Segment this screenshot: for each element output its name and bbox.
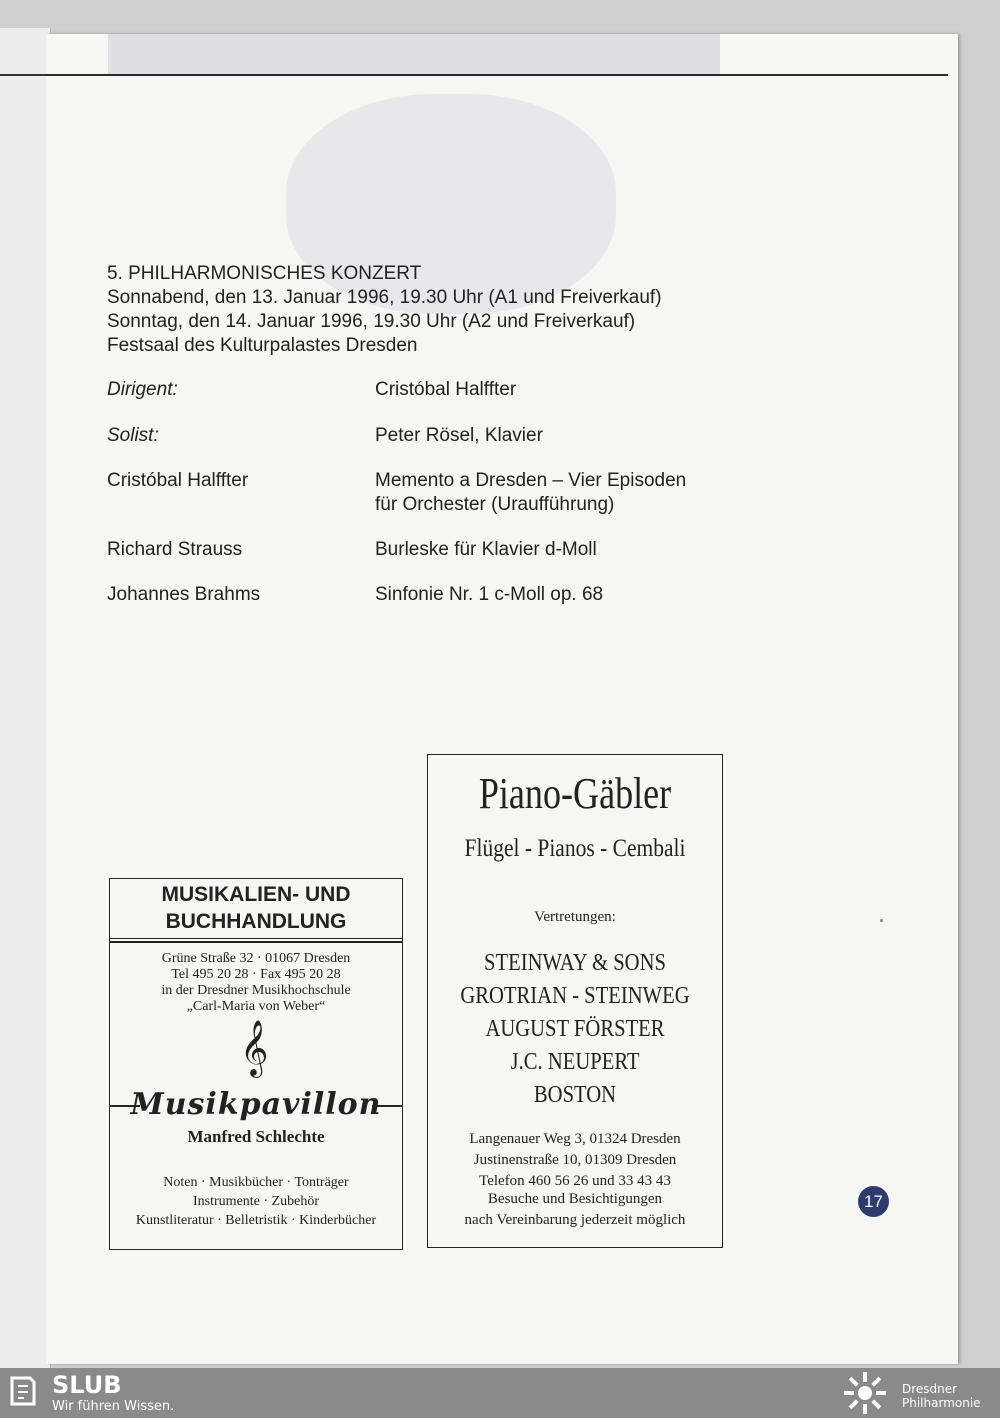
program-label: Solist: xyxy=(107,425,159,446)
musikpavillon-logo: Musikpavillon xyxy=(130,1087,382,1122)
piano-address xyxy=(428,1129,722,1192)
concert-title: 5. PHILHARMONISCHES KONZERT xyxy=(107,263,422,284)
treble-clef-icon: 𝄞 xyxy=(240,1022,269,1075)
address-line: „Carl-Maria von Weber“ xyxy=(186,999,326,1014)
piano-subtitle: Flügel - Pianos - Cembali xyxy=(464,835,686,862)
brand-list xyxy=(449,947,702,1112)
viewer-footer-bar xyxy=(0,1368,1000,1418)
musikalien-ad xyxy=(109,878,403,1250)
address-line: Justinenstraße 10, 01309 Dresden xyxy=(473,1152,677,1168)
work-line-2: für Orchester (Uraufführung) xyxy=(375,494,615,515)
work-title: Sinfonie Nr. 1 c-Moll op. 68 xyxy=(375,584,604,605)
product-line: Noten · Musikbücher · Tonträger xyxy=(163,1175,349,1190)
work-line-1: Memento a Dresden – Vier Episoden xyxy=(375,470,687,491)
page-number-badge: 17 xyxy=(858,1186,889,1217)
brand-item: BOSTON xyxy=(533,1082,617,1108)
address-line: Langenauer Weg 3, 01324 Dresden xyxy=(469,1131,681,1147)
brand-item: STEINWAY & SONS xyxy=(484,950,666,976)
program-label: Dirigent: xyxy=(107,379,178,400)
speck xyxy=(880,919,883,922)
slub-tagline: Wir führen Wissen. xyxy=(52,1399,175,1414)
visit-note xyxy=(428,1189,722,1231)
document-page xyxy=(46,34,958,1364)
program-value: Peter Rösel, Klavier xyxy=(375,425,543,446)
phone-line: Tel 495 20 28 · Fax 495 20 28 xyxy=(171,967,341,982)
product-list xyxy=(110,1173,402,1230)
concert-date-2: Sonntag, den 14. Januar 1996, 19.30 Uhr (A2 und Freiverkauf) xyxy=(107,311,636,332)
musikalien-address xyxy=(110,951,402,1015)
work-title xyxy=(375,469,775,517)
concert-date-1: Sonnabend, den 13. Januar 1996, 19.30 Uhr (A1 und Freiverkauf) xyxy=(107,287,662,308)
brand-item: AUGUST FÖRSTER xyxy=(485,1016,665,1042)
concert-info xyxy=(107,262,662,358)
slub-name[interactable]: SLUB xyxy=(52,1371,122,1399)
dresdner-philharmonie-logo-icon xyxy=(842,1370,888,1416)
address-line: Grüne Straße 32 · 01067 Dresden xyxy=(161,951,351,966)
composer: Richard Strauss xyxy=(107,539,243,560)
product-line: Instrumente · Zubehör xyxy=(193,1194,319,1209)
visit-line: nach Vereinbarung jederzeit möglich xyxy=(464,1212,686,1228)
facing-page-rule xyxy=(0,74,50,76)
composer: Cristóbal Halffter xyxy=(107,470,249,491)
dresdner-philharmonie-label xyxy=(902,1382,981,1410)
owner-name: Manfred Schlechte xyxy=(187,1127,325,1146)
visit-line: Besuche und Besichtigungen xyxy=(487,1191,663,1207)
facing-page-edge xyxy=(0,28,51,1368)
composer: Johannes Brahms xyxy=(107,584,261,605)
musikalien-divider xyxy=(110,941,402,943)
vertretungen-label: Vertretungen: xyxy=(534,909,616,925)
musikalien-heading-1: MUSIKALIEN- UND xyxy=(161,883,351,906)
concert-venue: Festsaal des Kulturpalastes Dresden xyxy=(107,335,418,356)
address-line: in der Dresdner Musikhochschule xyxy=(161,983,351,998)
brand-item: GROTRIAN - STEINWEG xyxy=(460,983,690,1009)
program-value: Cristóbal Halffter xyxy=(375,379,517,400)
show-through-band xyxy=(108,34,720,74)
piano-gaebler-ad xyxy=(427,754,723,1248)
musikalien-heading xyxy=(110,879,402,939)
dp-line-2: Philharmonie xyxy=(902,1396,981,1410)
brand-item: J.C. NEUPERT xyxy=(510,1049,640,1075)
header-rule xyxy=(46,74,948,76)
musikalien-heading-2: BUCHHANDLUNG xyxy=(165,910,347,933)
slub-logo-icon xyxy=(10,1376,36,1406)
work-title: Burleske für Klavier d-Moll xyxy=(375,539,597,560)
phone-line: Telefon 460 56 26 und 33 43 43 xyxy=(479,1173,671,1189)
dp-line-1: Dresdner xyxy=(902,1382,958,1396)
piano-title: Piano-Gäbler xyxy=(478,769,672,818)
product-line: Kunstliteratur · Belletristik · Kinderbücher xyxy=(135,1213,377,1228)
